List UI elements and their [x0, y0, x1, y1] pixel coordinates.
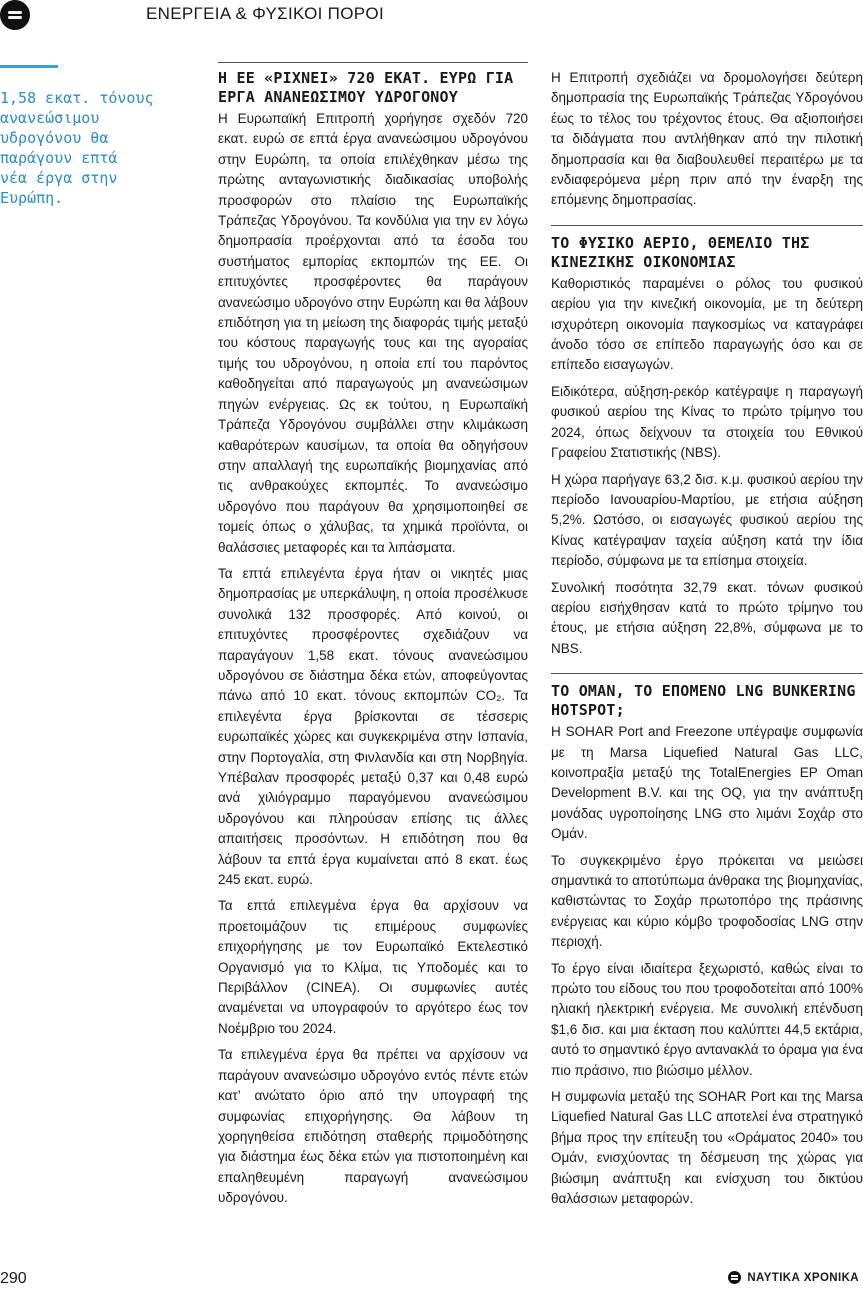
- article-paragraph: Τα επτά επιλεγέντα έργα ήταν οι νικητές μιας δημοπρασίας με υπερκάλυψη, η οποία προσέλκυσε συνολικά 132 προσφορές. Από κοινού, οι επιτυχόντες προσφέροντες σχεδιάζουν να παραγάγουν 1,58 εκατ. τόνους ανανεώσιμου υδρογόνου σε διάστημα δέκα ετών, αποφεύγοντας πάνω από 10 εκατ. τόνους εκπομπών CO₂. Τα επιλεγέντα έργα βρίσκονται σε τέσσερις ευρωπαϊκές χώρες και συγκεκριμένα στην Ισπανία, στην Πορτογαλία, στη Φινλανδία και στη Νορβηγία. Υπέβαλαν προσφορές μεταξύ 0,37 και 0,48 ευρώ ανά χιλιόγραμμο παραγόμενου ανανεώσιμου υδρογόνου και πληρούσαν επίσης τις άλλες απαιτήσεις προσόντων. Η επιδότηση που θα λάβουν τα επτά έργα κυμαίνεται από 8 εκατ. έως 245 εκατ. ευρώ.: [218, 565, 528, 888]
- article-headline-oman-lng: ΤΟ ΟΜΑΝ, ΤΟ ΕΠΟΜΕΝΟ LNG BUNKERING HOTSPOT;: [551, 682, 856, 720]
- brand-logo-icon: [728, 1271, 741, 1284]
- article-headline-china-gas: ΤΟ ΦΥΣΙΚΟ ΑΕΡΙΟ, ΘΕΜΕΛΙΟ ΤΗΣ ΚΙΝΕΖΙΚΗΣ ΟΙΚΟΝΟΜΙΑΣ: [551, 233, 810, 271]
- section-logo-icon: [0, 0, 30, 30]
- article-column-2: [551, 68, 863, 1216]
- article-paragraph: Το συγκεκριμένο έργο πρόκειται να μειώσει σημαντικά το αποτύπωμα άνθρακα της βιομηχανίας, καθιστώντας το Σοχάρ πρωτοπόρο της πράσινης ενέργειας και κύριο κόμβο τροφοδοσίας LNG στην περιοχή.: [551, 852, 863, 950]
- article-paragraph: Τα επιλεγμένα έργα θα πρέπει να αρχίσουν να παράγουν ανανεώσιμο υδρογόνο εντός πέντε ετών κατ’ ανώτατο όριο από την υπογραφή της συμφωνίας επιχορήγησης. Θα λάβουν τη χορηγηθείσα επιδότηση σταθερής πριμοδότησης για διάστημα έως δέκα ετών για πιστοποιημένη και επαληθευμένη παραγωγή ανανεώσιμου υδρογόνου.: [218, 1047, 528, 1206]
- brand-name: ΝΑΥΤΙΚΑ ΧΡΟΝΙΚΑ: [747, 1271, 859, 1284]
- pull-quote: 1,58 εκατ. τόνους ανανεώσιμου υδρογόνου θα παράγουν επτά νέα έργα στην Ευρώπη.: [0, 89, 154, 207]
- article-divider: [551, 673, 863, 674]
- article-paragraph: Η χώρα παρήγαγε 63,2 δισ. κ.μ. φυσικού αερίου την περίοδο Ιανουαρίου-Μαρτίου, με ετήσια αύξηση 5,2%. Ωστόσο, οι εισαγωγές φυσικού αερίου της Κίνας κατέγραψαν ταχεία αύξηση κατά την ίδια περίοδο, σύμφωνα με τα επίσημα στοιχεία.: [551, 471, 863, 569]
- section-title: ΕΝΕΡΓΕΙΑ & ΦΥΣΙΚΟΙ ΠΟΡΟΙ: [146, 4, 384, 23]
- article-paragraph: Συνολική ποσότητα 32,79 εκατ. τόνων φυσικού αερίου εισήχθησαν κατά το πρώτο τρίμηνο του έτους, με ετήσια αύξηση 22,8%, σύμφωνα με το NBS.: [551, 579, 863, 656]
- article-paragraph: Η Επιτροπή σχεδιάζει να δρομολογήσει δεύτερη δημοπρασία της Ευρωπαϊκής Τράπεζας Υδρογόνου έως το τέλος του τρέχοντος έτους. Θα αξιοποιήσει τα διδάγματα που αντλήθηκαν από την πιλοτική δημοπρασία και θα διαβουλευθεί περαιτέρω με τα ενδιαφερόμενα μέρη πριν από την έναρξη της επόμενης δημοπρασίας.: [551, 70, 863, 208]
- article-paragraph: Ειδικότερα, αύξηση-ρεκόρ κατέγραψε η παραγωγή φυσικού αερίου της Κίνας το πρώτο τρίμηνο του 2024, όπως δείχνουν τα στοιχεία του Εθνικού Γραφείου Στατιστικής (NBS).: [551, 383, 863, 461]
- page-number: 290: [0, 1270, 27, 1287]
- article-paragraph: Η SOHAR Port and Freezone υπέγραψε συμφωνία με τη Marsa Liquefied Natural Gas LLC, κοινοπραξία μεταξύ της TotalEnergies EP Oman Development B.V. και της OQ, για την ανάπτυξη μονάδας υγροποίησης LNG στο λιμάνι Σοχάρ στο Ομάν.: [551, 724, 863, 842]
- article-paragraph: Η συμφωνία μεταξύ της SOHAR Port και της Marsa Liquefied Natural Gas LLC αποτελεί ένα στρατηγικό βήμα προς την επίτευξη του «Οράματος 2040» του Ομάν, ενισχύοντας τη δέσμευση της χώρας για βιώσιμη ανάπτυξη και ενίσχυση του δικτύου θαλάσσιων μεταφορών.: [551, 1089, 863, 1207]
- article-column-1: [218, 62, 528, 1215]
- publication-brand: [728, 1271, 859, 1284]
- article-headline-hydrogen: Η ΕΕ «ΡΙΧΝΕΙ» 720 ΕΚΑΤ. ΕΥΡΩ ΓΙΑ ΕΡΓΑ ΑΝΑΝΕΩΣΙΜΟΥ ΥΔΡΟΓΟΝΟΥ: [218, 69, 514, 106]
- article-paragraph: Τα επτά επιλεγμένα έργα θα αρχίσουν να προετοιμάζουν τις επιμέρους συμφωνίες επιχορήγησης με τον Ευρωπαϊκό Εκτελεστικό Οργανισμό για το Κλίμα, τις Υποδομές και το Περιβάλλον (CINEA). Οι συμφωνίες αυτές αναμένεται να υπογραφούν το αργότερο έως τον Νοέμβριο του 2024.: [218, 898, 528, 1036]
- article-paragraph: Η Ευρωπαϊκή Επιτροπή χορήγησε σχεδόν 720 εκατ. ευρώ σε επτά έργα ανανεώσιμου υδρογόνου στην Ευρώπη, τα οποία επιλέχθηκαν μέσω της πρώτης ανταγωνιστικής διαδικασίας υποβολής προσφορών στο πλαίσιο της Ευρωπαϊκής Τράπεζας Υδρογόνου. Τα κονδύλια για την εν λόγω δημοπρασία προέρχονται από τα έσοδα του συστήματος εμπορίας εκπομπών της ΕΕ. Οι επιτυχόντες προσφέροντες θα παράγουν ανανεώσιμο υδρογόνο στην Ευρώπη και θα λάβουν επιδότηση για τη μείωση της διαφοράς τιμής μεταξύ του κόστους παραγωγής τους και της αγοραίας τιμής του υδρογόνου, η οποία επί του παρόντος καθοδηγείται από παραγωγούς μη ανανεώσιμων πηγών ενέργειας. Ως εκ τούτου, η Ευρωπαϊκή Τράπεζα Υδρογόνου συμβάλλει στην κλιμάκωση καθαρότερων καυσίμων, τα οποία θα οδηγήσουν στην απαλλαγή της ευρωπαϊκής βιομηχανίας από τις ανθρακούχες εκπομπές. Το ανανεώσιμο υδρογόνο που παράγουν θα χρησιμοποιηθεί σε τομείς όπως ο χάλυβας, τα χημικά προϊόντα, οι θαλάσσιες μεταφορές και τα λιπάσματα.: [218, 111, 528, 555]
- article-divider: [551, 225, 863, 226]
- article-paragraph: Το έργο είναι ιδιαίτερα ξεχωριστό, καθώς είναι το πρώτο του είδους του που τροφοδοτείται από 100% ηλιακή ηλεκτρική ενέργεια. Με συνολική επένδυση $1,6 δισ. και μια έκταση που καλύπτει 44,5 εκτάρια, αυτό το σημαντικό έργο αντανακλά το όραμα για ένα πιο πράσινο, πιο βιώσιμο μέλλον.: [551, 960, 863, 1078]
- pull-quote-rule: [0, 65, 58, 68]
- article-paragraph: Καθοριστικός παραμένει ο ρόλος του φυσικού αερίου για την κινεζική οικονομία, με τη δεύτερη ισχυρότερη οικονομία παγκοσμίως να καταγράφει άνοδο τόσο σε επίπεδο παραγωγής όσο και σε επίπεδο εισαγωγών.: [551, 275, 863, 373]
